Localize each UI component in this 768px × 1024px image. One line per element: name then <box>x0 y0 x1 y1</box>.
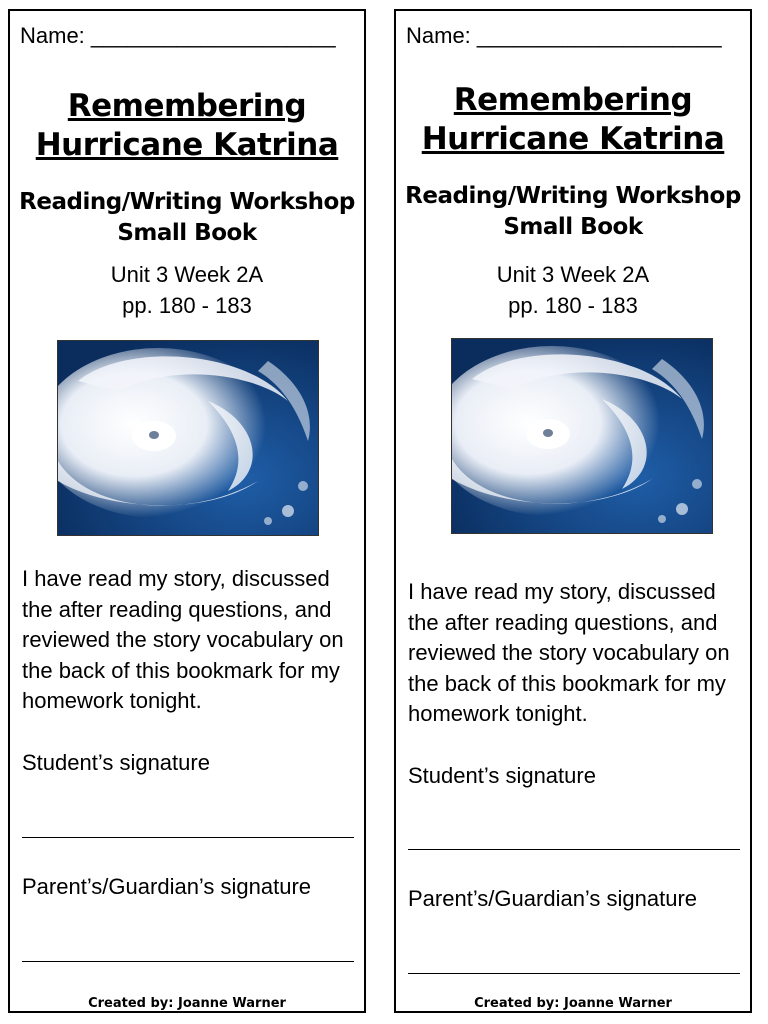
book-title-line2: Hurricane Katrina <box>35 127 339 163</box>
student-signature-label: Student’s signature <box>22 750 210 775</box>
bookmark-left <box>8 9 366 1013</box>
unit-week: Unit 3 Week 2A <box>110 262 264 287</box>
parent-signature-line[interactable] <box>22 961 354 962</box>
unit-week: Unit 3 Week 2A <box>496 262 650 287</box>
book-title-line1: Remembering <box>67 88 307 124</box>
unit-info <box>10 259 364 321</box>
homework-statement: I have read my story, discussed the after reading questions, and reviewed the story vocabulary on the back of this bookmark for my homework tonight. <box>408 579 730 726</box>
book-title <box>396 81 750 159</box>
student-signature-label: Student’s signature <box>408 763 596 788</box>
homework-statement: I have read my story, discussed the after reading questions, and reviewed the story vocabulary on the back of this bookmark for my homework tonight. <box>22 566 344 713</box>
hurricane-satellite-image <box>451 338 713 534</box>
page-range: pp. 180 - 183 <box>508 293 638 318</box>
parent-signature-label: Parent’s/Guardian’s signature <box>22 874 312 899</box>
subtitle-line2: Small Book <box>503 214 643 240</box>
subtitle-line2: Small Book <box>117 220 257 246</box>
bookmark-right <box>394 9 752 1013</box>
workshop-subtitle <box>10 187 364 249</box>
parent-signature-line[interactable] <box>408 973 740 974</box>
name-field-label[interactable]: Name: ____________________ <box>406 23 722 48</box>
creator-credit: Created by: Joanne Warner <box>88 996 286 1011</box>
student-signature-line[interactable] <box>408 849 740 850</box>
parent-signature-label: Parent’s/Guardian’s signature <box>408 886 698 911</box>
creator-credit: Created by: Joanne Warner <box>474 996 672 1011</box>
book-title-line1: Remembering <box>453 82 693 118</box>
subtitle-line1: Reading/Writing Workshop <box>405 183 741 209</box>
workshop-subtitle <box>396 181 750 243</box>
name-field-label[interactable]: Name: ____________________ <box>20 23 336 48</box>
book-title-line2: Hurricane Katrina <box>421 121 725 157</box>
page-range: pp. 180 - 183 <box>122 293 252 318</box>
hurricane-satellite-image <box>57 340 319 536</box>
unit-info <box>396 259 750 321</box>
student-signature-line[interactable] <box>22 837 354 838</box>
book-title <box>10 87 364 165</box>
subtitle-line1: Reading/Writing Workshop <box>19 189 355 215</box>
